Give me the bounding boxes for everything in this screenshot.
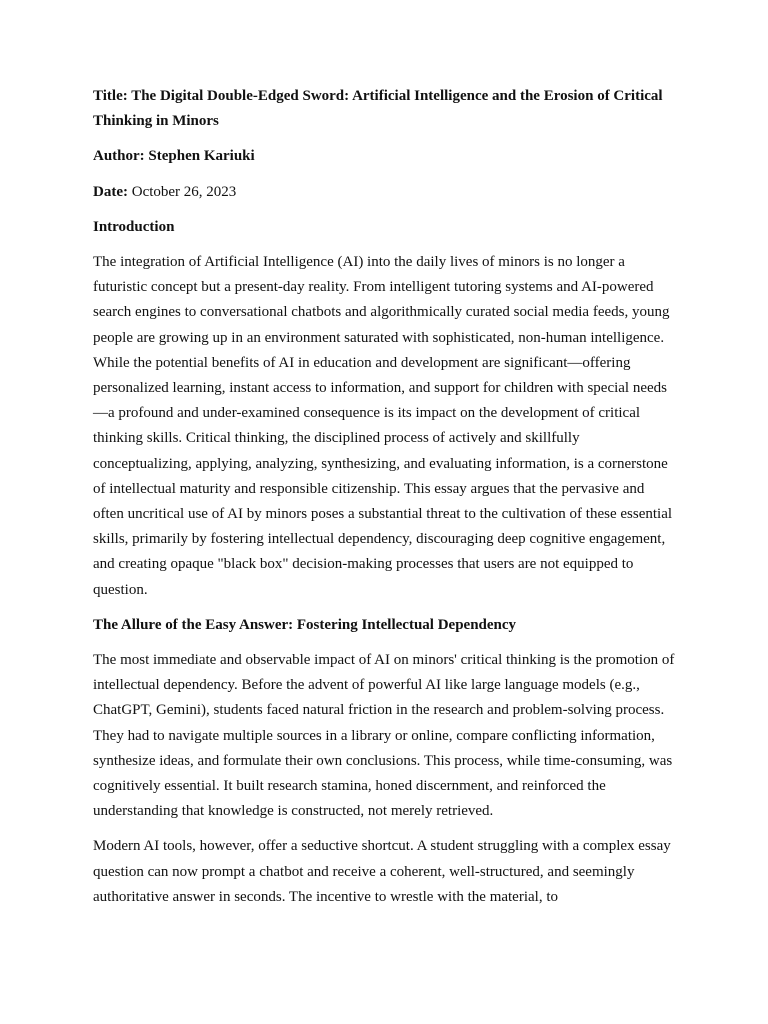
section-heading-intellectual-dependency: The Allure of the Easy Answer: Fostering Intellectual Dependency (93, 616, 517, 633)
date-value: October 26, 2023 (131, 183, 237, 200)
title-text: The Digital Double-Edged Sword: Artificial Intelligence and the Erosion of Critical Thinking in Minors (93, 88, 663, 130)
date-label: Date: (93, 183, 128, 200)
paragraph-introduction: The integration of Artificial Intelligence (AI) into the daily lives of minors is no longer a futuristic concept but a present-day reality. From intelligent tutoring systems and AI-powered search engines to conversational chatbots and algorithmically curated social media feeds, young people are growing up in an environment saturated with sophisticated, non-human intelligence. While the potential benefits of AI in education and development are significant—offering personalized learning, instant access to information, and support for children with special needs—a profound and under-examined consequence is its impact on the development of critical thinking skills. Critical thinking, the disciplined process of actively and skillfully conceptualizing, applying, analyzing, synthesizing, and evaluating information, is a cornerstone of intellectual maturity and responsible citizenship. This essay argues that the pervasive and often uncritical use of AI by minors poses a substantial threat to the cultivation of these essential skills, primarily by fostering intellectual dependency, discouraging deep cognitive engagement, and creating opaque "black box" decision-making processes that users are not equipped to question. (93, 254, 673, 598)
author-label: Author: (93, 148, 145, 165)
title-label: Title: (93, 88, 128, 104)
paragraph-dependency-2: Modern AI tools, however, offer a seductive shortcut. A student struggling with a complex essay question can now prompt a chatbot and receive a coherent, well-structured, and seemingly authoritative answer in seconds. The incentive to wrestle with the material, to (93, 838, 671, 905)
author-name: Stephen Kariuki (148, 148, 255, 165)
document-page (93, 84, 678, 920)
author-line (93, 144, 678, 169)
document-title (93, 84, 678, 134)
paragraph-dependency-1: The most immediate and observable impact of AI on minors' critical thinking is the promotion of intellectual dependency. Before the advent of powerful AI like large language models (e.g., ChatGPT, Gemini), students faced natural friction in the research and problem-solving process. They had to navigate multiple sources in a library or online, compare conflicting information, synthesize ideas, and formulate their own conclusions. This process, while time-consuming, was cognitively essential. It built research stamina, honed discernment, and reinforced the understanding that knowledge is constructed, not merely retrieved. (93, 652, 675, 820)
date-line (93, 180, 678, 205)
section-heading-introduction: Introduction (93, 218, 175, 235)
